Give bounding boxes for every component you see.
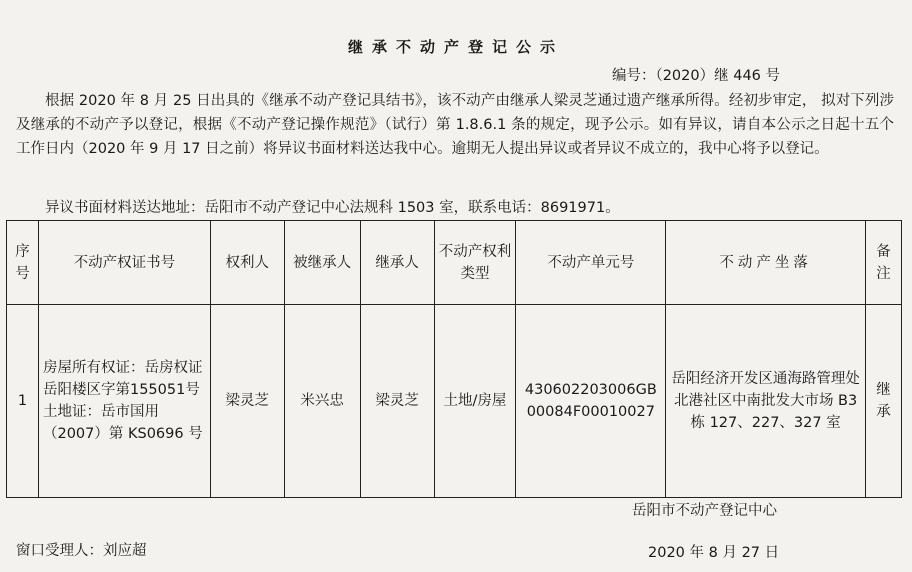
cell-location: 岳阳经济开发区通海路管理处北港社区中南批发大市场 B3 栋 127、227、327 室: [666, 305, 866, 498]
document-number: 编号：（2020）继 446 号: [611, 68, 780, 84]
header-location: 不动产坐落: [666, 221, 866, 305]
header-heir: 继承人: [360, 221, 434, 305]
table-row: [7, 305, 902, 498]
property-table: [6, 220, 902, 498]
notice-paragraph: 根据 2020 年 8 月 25 日出具的《继承不动产登记具结书》，该不动产由继承人梁灵芝通过遗产继承所得。经初步审定， 拟对下列涉及继承的不动产予以登记，根据《不动产登记操作规范》（试行）第 1.8.6.1 条的规定，现予公示。如有异议，请自本公示之日起十五个工作日内（2020 年 9 月 17 日之前）将异议书面材料送达我中心。逾期无人提出异议或者异议不成立的，我中心将予以登记。: [16, 93, 894, 157]
header-holder: 权利人: [210, 221, 284, 305]
document-title: 继承不动产登记公示: [347, 38, 564, 56]
header-remark: 备注: [865, 221, 901, 305]
issuing-organization: 岳阳市不动产登记中心: [632, 503, 777, 519]
cell-deceased: 米兴忠: [284, 305, 360, 498]
header-right-type: 不动产权利类型: [434, 221, 516, 305]
cell-unit-no: 430602203006GB00084F00010027: [516, 305, 666, 498]
cell-heir: 梁灵芝: [360, 305, 434, 498]
table-header-row: [7, 221, 902, 305]
issue-date: 2020 年 8 月 27 日: [648, 545, 780, 561]
header-unit-no: 不动产单元号: [516, 221, 666, 305]
cell-cert-no: 房屋所有权证：岳房权证岳阳楼区字第155051号 土地证：岳市国用（2007）第 KS0696 号: [38, 305, 210, 498]
header-cert-no: 不动产权证书号: [38, 221, 210, 305]
cell-seq: 1: [7, 305, 39, 498]
cell-remark: 继承: [865, 305, 901, 498]
window-receiver: 窗口受理人：刘应超: [16, 543, 147, 559]
objection-address-paragraph: 异议书面材料送达地址：岳阳市不动产登记中心法规科 1503 室，联系电话：8691971。: [45, 200, 620, 216]
header-deceased: 被继承人: [284, 221, 360, 305]
cell-right-type: 土地/房屋: [434, 305, 516, 498]
cell-holder: 梁灵芝: [210, 305, 284, 498]
header-seq: 序号: [7, 221, 39, 305]
